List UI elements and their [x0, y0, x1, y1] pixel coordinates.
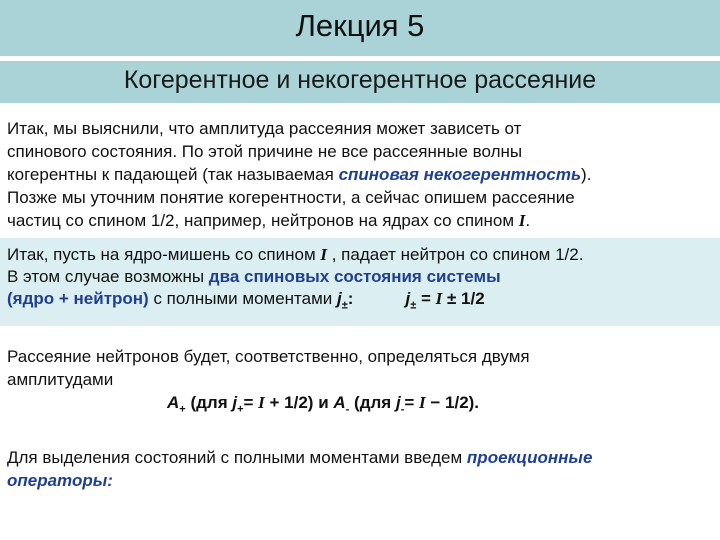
paragraph-amplitudes: Рассеяние нейтронов будет, соответственно, определяться двумя амплитудами $A_+$ (для $j_+= I + 1/2$) и $A_-$ (для $j_-= I - 1/2$).	[0, 345, 720, 421]
term-spin-incoherence: спиновая некогерентность	[338, 165, 582, 184]
paragraph-spin-states: Итак, пусть на ядро-мишень со спином I , падает нейтрон со спином 1/2. В этом случае возможны два спиновых состояния системы (ядро + нейтрон) с полными моментами $j_\pm$: $j_\pm = I \pm 1/2$	[0, 238, 720, 326]
paragraph-intro: Итак, мы выяснили, что амплитуда рассеяния может зависеть от спинового состояния. По этой причине не все рассеянные волны когерентны к падающей (так называемая спиновая некогерентность). Позже мы уточним понятие когерентности, а сейчас опишем рассеяние частиц со спином 1/2, например, нейтронов на ядрах со спином I.	[0, 117, 720, 232]
amplitudes-formula: $A_+$ (для $j_+= I + 1/2$) и $A_-$ (для $j_-= I - 1/2$).	[167, 393, 480, 416]
slide-title: Лекция 5	[295, 8, 425, 43]
paragraph-projection: Для выделения состояний с полными моментами введем проекционные операторы:	[7, 448, 593, 490]
term-projection-operators: проекционные	[466, 448, 593, 467]
slide-subtitle: Когерентное и некогерентное рассеяние	[123, 66, 597, 94]
term-two-spin-states: два спиновых состояния системы	[208, 267, 501, 286]
